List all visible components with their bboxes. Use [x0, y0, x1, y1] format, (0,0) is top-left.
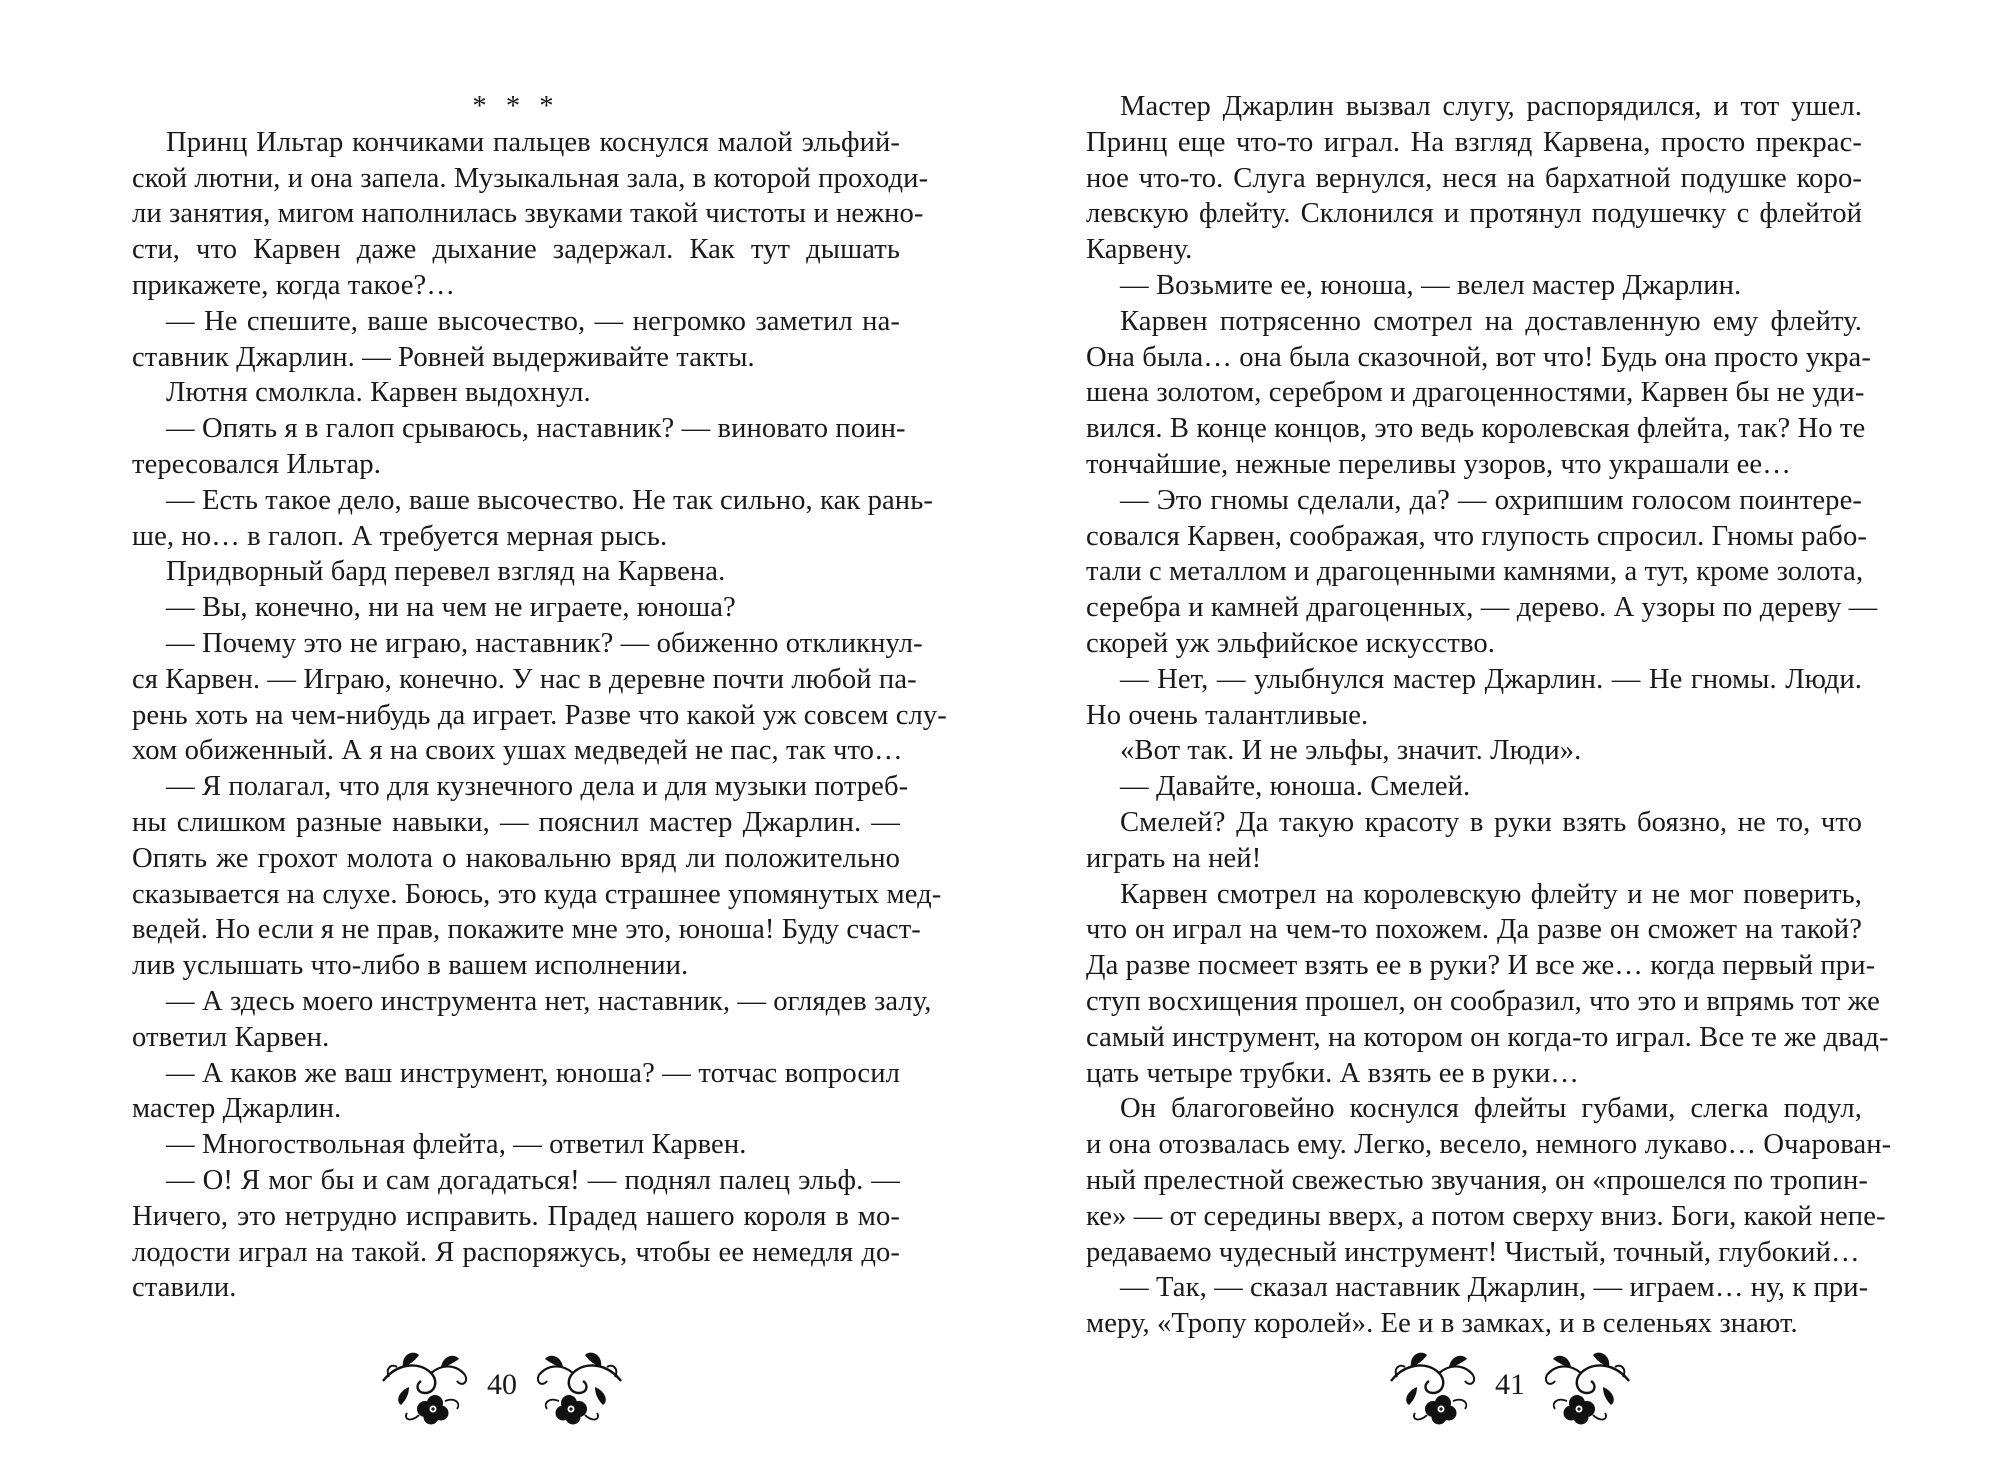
text-line: шена золотом, серебром и драгоценностями, Карвен бы не уди- — [1086, 377, 1865, 409]
text-line: Она была… она была сказочной, вот что! Будь она просто укра- — [1086, 341, 1871, 373]
text-line: сти, что Карвен даже дыхание задержал. Как тут дышать — [132, 234, 900, 266]
text-line: и она отозвалась ему. Легко, весело, немного лукаво… Очарован- — [1086, 1129, 1892, 1161]
text-line: Принц Ильтар кончиками пальцев коснулся малой эльфий- — [166, 126, 900, 158]
text-line: Карвен смотрел на королевскую флейту и не мог поверить, — [1120, 878, 1862, 910]
text-line: ставник Джарлин. — Ровней выдерживайте такты. — [132, 341, 755, 373]
text-line: тончайшие, нежные переливы узоров, что украшали ее… — [1086, 448, 1791, 480]
text-line: ся Карвен. — Играю, конечно. У нас в деревне почти любой па- — [132, 663, 917, 695]
text-line: самый инструмент, на котором он когда-то играл. Все те же двад- — [1086, 1021, 1889, 1053]
text-line: Он благоговейно коснулся флейты губами, слегка подул, — [1120, 1093, 1862, 1125]
text-line: Но очень талантливые. — [1086, 699, 1369, 731]
floral-ornament-icon — [533, 1343, 625, 1427]
floral-ornament-icon — [1541, 1343, 1633, 1427]
text-line: — А здесь моего инструмента нет, наставник, — оглядев залу, — [166, 985, 932, 1017]
text-line: Мастер Джарлин вызвал слугу, распорядился, и тот ушел. — [1120, 91, 1862, 122]
text-line: редаваемо чудесный инструмент! Чистый, точный, глубокий… — [1086, 1236, 1860, 1268]
text-line: — А каков же ваш инструмент, юноша? — тотчас вопросил — [166, 1057, 900, 1089]
text-line: — Это гномы сделали, да? — охрипшим голосом поинтере- — [1120, 484, 1862, 516]
text-line: лив услышать что-либо в вашем исполнении. — [132, 950, 689, 982]
text-line: что он играл на чем-то похожем. Да разве он сможет на такой? — [1086, 914, 1862, 946]
text-line: Опять же грохот молота о наковальню вряд ли положительно — [132, 842, 900, 874]
text-line: — О! Я мог бы и сам догадаться! — поднял палец эльф. — — [166, 1164, 900, 1196]
right-page — [1000, 0, 2000, 1470]
text-line: ке» — от середины вверх, а потом сверху вниз. Боги, какой непе- — [1086, 1200, 1886, 1232]
text-line: ответил Карвен. — [132, 1021, 330, 1053]
text-line: ше, но… в галоп. А требуется мерная рысь. — [132, 520, 668, 552]
text-line: играть на ней! — [1086, 842, 1262, 874]
text-line: ской лютни, и она запела. Музыкальная зала, в которой проходи- — [132, 162, 929, 194]
text-line: рень хоть на чем-нибудь да играет. Разве что какой уж совсем слу- — [132, 699, 947, 731]
text-line: — Почему это не играю, наставник? — обиженно откликнул- — [166, 627, 923, 659]
left-page-text — [132, 89, 947, 1306]
text-line: «Вот так. И не эльфы, значит. Люди». — [1120, 735, 1582, 767]
text-line: ный прелестной свежестью звучания, он «прошелся по тропин- — [1086, 1164, 1868, 1196]
right-page-text — [1086, 89, 1892, 1342]
text-line: — Есть такое дело, ваше высочество. Не так сильно, как рань- — [166, 484, 933, 516]
text-line: ное что-то. Слуга вернулся, неся на бархатной подушке коро- — [1086, 162, 1862, 194]
text-line: ведей. Но если я не прав, покажите мне это, юноша! Буду счаст- — [132, 914, 921, 946]
text-line: мастер Джарлин. — [132, 1093, 342, 1125]
text-line: Принц еще что-то играл. На взгляд Карвена, просто прекрас- — [1086, 126, 1862, 158]
floral-ornament-icon — [1387, 1343, 1479, 1427]
text-line: серебра и камней драгоценных, — дерево. А узоры по дереву — — [1086, 592, 1878, 624]
page-number: 40 — [487, 1368, 517, 1401]
left-page-folio — [352, 1340, 652, 1430]
text-line: Ничего, это нетрудно исправить. Прадед нашего короля в мо- — [132, 1200, 900, 1232]
text-line: Лютня смолкла. Карвен выдохнул. — [166, 377, 591, 409]
text-line: — Опять я в галоп срываюсь, наставник? — виновато поин- — [166, 413, 906, 445]
text-line: ны слишком разные навыки, — пояснил мастер Джарлин. — — [132, 806, 900, 838]
right-page-folio — [1360, 1340, 1660, 1430]
text-line: ли занятия, мигом наполнилась звуками такой чистоты и нежно- — [132, 198, 924, 230]
text-line: — Не спешите, ваше высочество, — негромко заметил на- — [166, 305, 900, 337]
text-line: Карвен потрясенно смотрел на доставленную ему флейту. — [1120, 305, 1862, 337]
text-line: левскую флейту. Склонился и протянул подушечку с флейтой — [1086, 198, 1862, 230]
text-line: Карвену. — [1086, 234, 1193, 266]
text-line: совался Карвен, соображая, что глупость спросил. Гномы рабо- — [1086, 520, 1867, 552]
text-line: меру, «Тропу королей». Ее и в замках, и в селеньях знают. — [1086, 1308, 1798, 1340]
text-line: — Так, — сказал наставник Джарлин, — играем… ну, к при- — [1120, 1272, 1869, 1304]
text-line: — Многоствольная флейта, — ответил Карвен. — [166, 1129, 747, 1161]
text-line: прикажете, когда такое?… — [132, 269, 456, 301]
text-line: хом обиженный. А я на своих ушах медведей не пас, так что… — [132, 735, 903, 767]
text-line: — Нет, — улыбнулся мастер Джарлин. — Не гномы. Люди. — [1120, 663, 1862, 695]
text-line: Да разве посмеет взять ее в руки? И все же… когда первый при- — [1086, 950, 1876, 982]
text-line: лодости играл на такой. Я распоряжусь, чтобы ее немедля до- — [132, 1236, 900, 1268]
text-line: тали с металлом и драгоценными камнями, а тут, кроме золота, — [1086, 556, 1864, 588]
text-line: — Давайте, юноша. Смелей. — [1120, 771, 1471, 803]
text-line: ступ восхищения прошел, он сообразил, что это и впрямь тот же — [1086, 985, 1880, 1017]
text-line: — Возьмите ее, юноша, — велел мастер Джарлин. — [1120, 269, 1742, 301]
text-line: цать четыре трубки. А взять ее в руки… — [1086, 1057, 1579, 1089]
text-line: ставили. — [132, 1272, 237, 1304]
text-line: вился. В конце концов, это ведь королевская флейта, так? Но те — [1086, 413, 1866, 445]
text-line: — Я полагал, что для кузнечного дела и для музыки потреб- — [166, 771, 909, 803]
text-line: Придворный бард перевел взгляд на Карвена. — [166, 556, 726, 588]
floral-ornament-icon — [379, 1343, 471, 1427]
text-line: скорей уж эльфийское искусство. — [1086, 627, 1496, 659]
text-line: * * * — [472, 91, 560, 122]
text-line: тересовался Ильтар. — [132, 448, 381, 480]
text-line: — Вы, конечно, ни на чем не играете, юноша? — [166, 592, 736, 624]
page-number: 41 — [1495, 1368, 1525, 1401]
text-line: Смелей? Да такую красоту в руки взять боязно, не то, что — [1120, 806, 1862, 838]
text-line: сказывается на слухе. Боюсь, это куда страшнее упомянутых мед- — [132, 878, 942, 910]
